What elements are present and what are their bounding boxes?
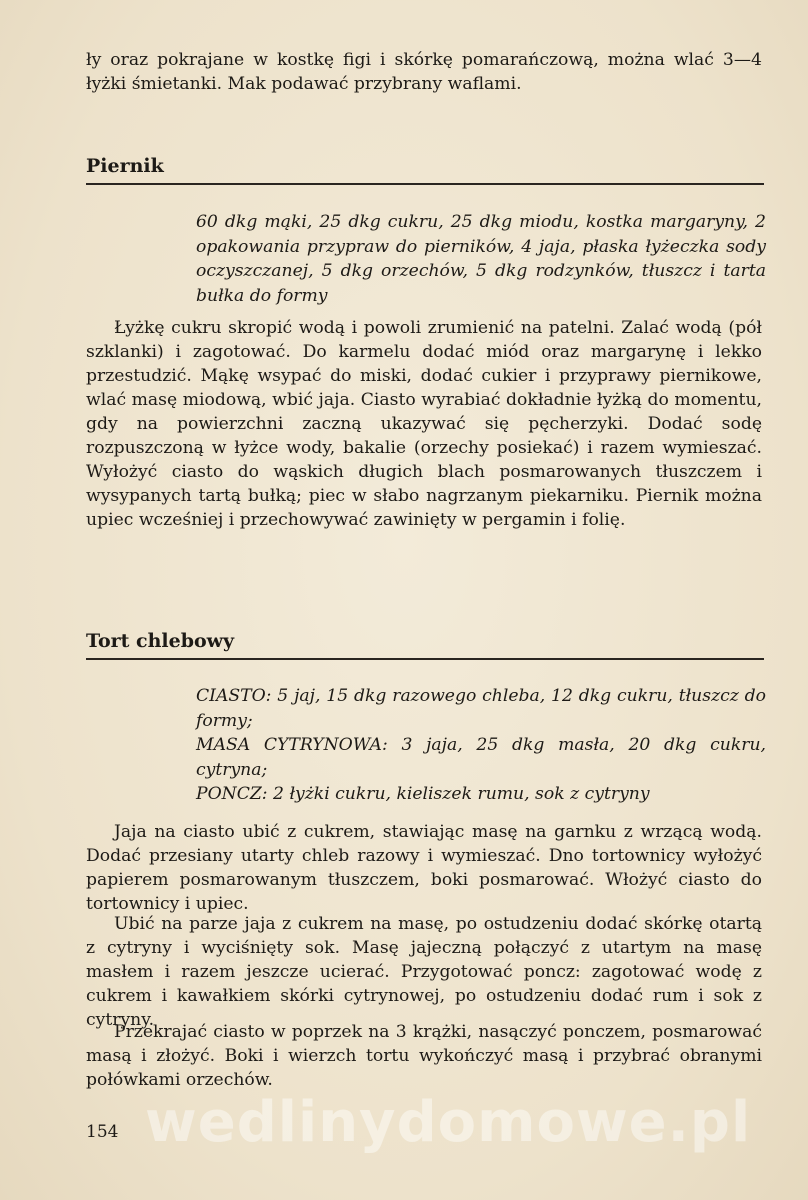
tort-ingredient-poncz: PONCZ: 2 łyżki cukru, kieliszek rumu, sok z cytryny	[196, 784, 650, 804]
tort-ingredient-ciasto: CIASTO: 5 jaj, 15 dkg razowego chleba, 12 dkg cukru, tłuszcz do formy;	[196, 686, 766, 731]
piernik-ingredients: 60 dkg mąki, 25 dkg cukru, 25 dkg miodu, kostka margaryny, 2 opakowania przypraw do pierników, 4 jaja, płaska łyżeczka sody oczyszczanej, 5 dkg orzechów, 5 dkg rodzynków, tłuszcz i tarta bułka do formy	[196, 212, 766, 306]
tort-divider	[86, 658, 764, 660]
piernik-title: Piernik	[86, 155, 164, 177]
tort-instructions-2: Ubić na parze jaja z cukrem na masę, po ostudzeniu dodać skórkę otartą z cytryny i wyciśnięty sok. Masę jajeczną połączyć z utartym na masę masłem i razem jeszcze ucierać. Przygotować poncz: zagotować wodę z cukrem i kawałkiem skórki cytrynowej, po ostudzeniu dodać rum i sok z cytryny.	[86, 914, 762, 1030]
page-number: 154	[86, 1122, 119, 1142]
tort-title: Tort chlebowy	[86, 630, 235, 652]
tort-instructions-3: Przekrajać ciasto w poprzek na 3 krążki, nasączyć ponczem, posmarować masą i złożyć. Boki i wierzch tortu wykończyć masą i przybrać obranymi połówkami orzechów.	[86, 1022, 762, 1090]
tort-ingredient-masa: MASA CYTRYNOWA: 3 jaja, 25 dkg masła, 20 dkg cukru, cytryna;	[196, 735, 766, 780]
intro-paragraph: ły oraz pokrajane w kostkę figi i skórkę pomarańczową, można wlać 3—4 łyżki śmietanki. Mak podawać przybrany waflami.	[86, 50, 762, 94]
piernik-divider	[86, 183, 764, 185]
piernik-instructions: Łyżkę cukru skropić wodą i powoli zrumienić na patelni. Zalać wodą (pół szklanki) i zagotować. Do karmelu dodać miód oraz margarynę i lekko przestudzić. Mąkę wsypać do miski, dodać cukier i przyprawy piernikowe, wlać masę miodową, wbić jaja. Ciasto wyrabiać dokładnie łyżką do momentu, gdy na powierzchni zaczną ukazywać się pęcherzyki. Dodać sodę rozpuszczoną w łyżce wody, bakalie (orzechy posiekać) i razem wymieszać. Wyłożyć ciasto do wąskich długich blach posmarowanych tłuszczem i wysypanych tartą bułką; piec w słabo nagrzanym piekarniku. Piernik można upiec wcześniej i przechowywać zawinięty w pergamin i folię.	[86, 318, 762, 530]
tort-instructions-1: Jaja na ciasto ubić z cukrem, stawiając masę na garnku z wrzącą wodą. Dodać przesiany utarty chleb razowy i wymieszać. Dno tortownicy wyłożyć papierem posmarowanym tłuszczem, boki posmarować. Włożyć ciasto do tortownicy i upiec.	[86, 822, 762, 914]
watermark: wedlinydomowe.pl	[145, 1090, 752, 1155]
tort-ingredients	[196, 684, 766, 807]
